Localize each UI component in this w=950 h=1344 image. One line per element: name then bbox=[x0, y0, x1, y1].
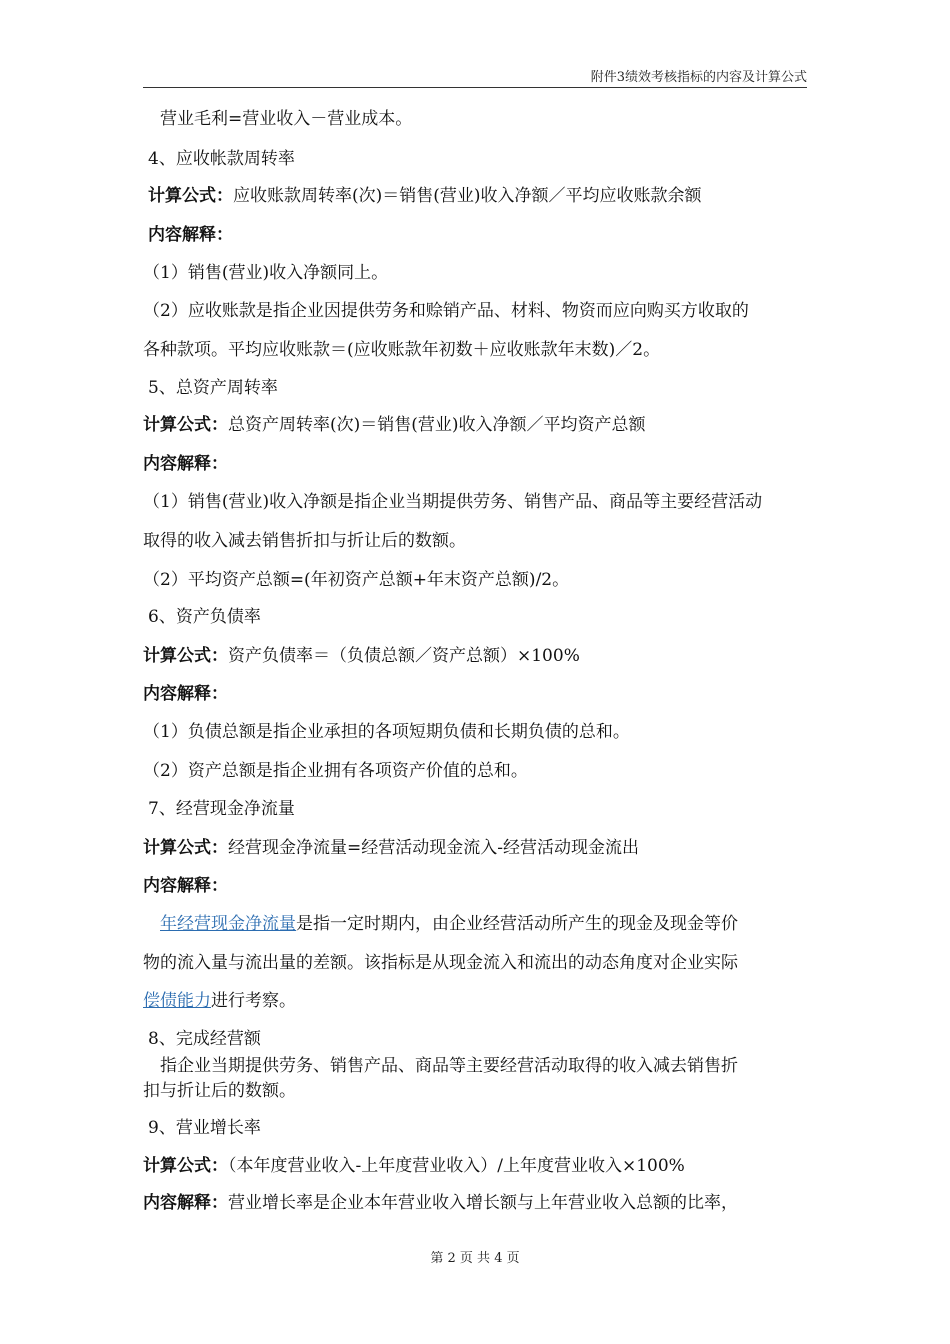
section-4-explanation-label: 内容解释： bbox=[148, 225, 233, 245]
formula-label: 计算公式： bbox=[148, 186, 233, 206]
header-rule bbox=[143, 87, 807, 88]
section-7-paragraph-line-3 bbox=[143, 990, 808, 1012]
section-9-title: 9、营业增长率 bbox=[148, 1118, 261, 1138]
section-4-point-2-line-1: （2）应收账款是指企业因提供劳务和赊销产品、材料、物资而应向购买方收取的 bbox=[143, 301, 749, 321]
section-6-point-1: （1）负债总额是指企业承担的各项短期负债和长期负债的总和。 bbox=[143, 722, 630, 742]
paragraph-text: 是指一定时期内，由企业经营活动所产生的现金及现金等价 bbox=[296, 914, 738, 934]
section-5-point-1-line-2: 取得的收入减去销售折扣与折让后的数额。 bbox=[143, 531, 466, 551]
section-7-paragraph-line-2: 物的流入量与流出量的差额。该指标是从现金流入和流出的动态角度对企业实际 bbox=[143, 953, 738, 973]
solvency-link[interactable]: 偿债能力 bbox=[143, 991, 211, 1011]
section-9-formula bbox=[143, 1155, 808, 1177]
section-6-point-2: （2）资产总额是指企业拥有各项资产价值的总和。 bbox=[143, 761, 528, 781]
formula-label: 计算公式： bbox=[143, 1156, 228, 1176]
paragraph-text: 进行考察。 bbox=[211, 991, 296, 1011]
section-7-explanation-label: 内容解释： bbox=[143, 876, 228, 896]
formula-label: 计算公式： bbox=[143, 415, 228, 435]
section-8-paragraph-line-2: 扣与折让后的数额。 bbox=[143, 1081, 296, 1101]
formula-text: 资产负债率＝（负债总额／资产总额）×100% bbox=[228, 646, 580, 666]
section-5-point-2: （2）平均资产总额=(年初资产总额+年末资产总额)/2。 bbox=[143, 570, 570, 590]
formula-label: 计算公式： bbox=[143, 838, 228, 858]
section-5-point-1-line-1: （1）销售(营业)收入净额是指企业当期提供劳务、销售产品、商品等主要经营活动 bbox=[143, 492, 763, 512]
section-5-title: 5、总资产周转率 bbox=[148, 378, 278, 398]
operating-cash-flow-link[interactable]: 年经营现金净流量 bbox=[160, 914, 296, 934]
section-4-title: 4、应收帐款周转率 bbox=[148, 149, 295, 169]
section-8-title: 8、完成经营额 bbox=[148, 1029, 261, 1049]
explanation-label: 内容解释： bbox=[143, 1193, 228, 1213]
section-4-point-2-line-2: 各种款项。平均应收账款＝(应收账款年初数＋应收账款年末数)／2。 bbox=[143, 340, 661, 360]
section-7-formula bbox=[143, 837, 808, 859]
section-4-point-1: （1）销售(营业)收入净额同上。 bbox=[143, 263, 389, 283]
gross-profit-text: 营业毛利=营业收入－营业成本。 bbox=[160, 109, 413, 129]
page-header-title: 附件3绩效考核指标的内容及计算公式 bbox=[590, 70, 807, 85]
formula-text: 经营现金净流量=经营活动现金流入-经营活动现金流出 bbox=[228, 838, 639, 858]
section-7-paragraph-line-1 bbox=[160, 913, 825, 935]
section-9-explanation bbox=[143, 1192, 808, 1214]
section-5-formula bbox=[143, 414, 808, 436]
formula-text: 应收账款周转率(次)＝销售(营业)收入净额／平均应收账款余额 bbox=[233, 186, 702, 206]
page-footer: 第 2 页 共 4 页 bbox=[430, 1251, 520, 1266]
formula-text: （本年度营业收入-上年度营业收入）/上年度营业收入×100% bbox=[228, 1156, 685, 1176]
section-6-title: 6、资产负债率 bbox=[148, 607, 261, 627]
section-4-formula bbox=[148, 185, 813, 207]
section-6-explanation-label: 内容解释： bbox=[143, 684, 228, 704]
formula-label: 计算公式： bbox=[143, 646, 228, 666]
section-6-formula bbox=[143, 645, 808, 667]
section-5-explanation-label: 内容解释： bbox=[143, 454, 228, 474]
explanation-text: 营业增长率是企业本年营业收入增长额与上年营业收入总额的比率， bbox=[228, 1193, 738, 1213]
section-8-paragraph-line-1: 指企业当期提供劳务、销售产品、商品等主要经营活动取得的收入减去销售折 bbox=[160, 1056, 738, 1076]
formula-text: 总资产周转率(次)＝销售(营业)收入净额／平均资产总额 bbox=[228, 415, 646, 435]
section-7-title: 7、经营现金净流量 bbox=[148, 799, 295, 819]
